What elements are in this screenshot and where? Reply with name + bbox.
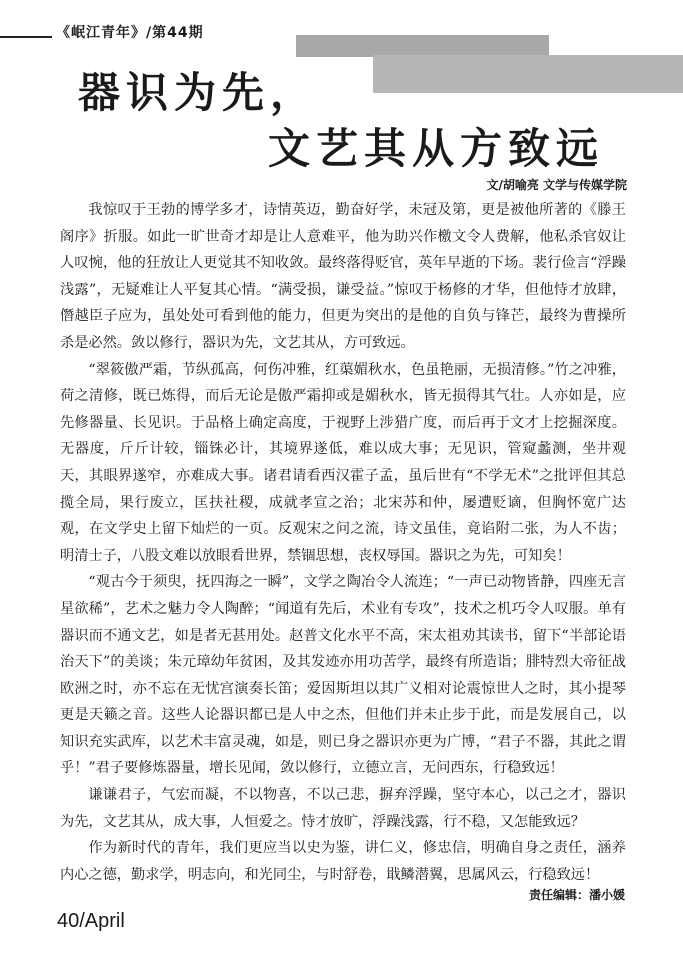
paragraph: “观古今于须臾，抚四海之一瞬”，文学之陶冶令人流连；“一声已动物皆静，四座无言星欲稀”，艺术之魅力令人陶醉；“闻道有先后，术业有专攻”，技术之机巧令人叹服。单有器识而不通文艺，如是者无甚用处。赵普文化水平不高，宋太祖劝其读书，留下“半部论语治天下”的美谈；朱元璋幼年贫困，及其发迹亦用功苦学，最终有所造诣；腓特烈大帝征战欧洲之时，亦不忘在无忧宫演奏长笛；爱因斯坦以其广义相对论震惊世人之时，其小提琴更是天籁之音。这些人论器识都已是人中之杰，但他们并未止步于此，而是发展自己，以知识充实武库，以艺术丰富灵魂，如是，则已身之器识亦更为广博，“君子不器，其此之谓乎！”君子要修炼器量，增长见闻，敛以修行，立德立言，无问西东，行稳致远！ — [60, 574, 626, 777]
paragraph: 我惊叹于王勃的博学多才，诗情英迈，勤奋好学，未冠及第，更是被他所著的《滕王阁序》折服。如此一旷世奇才却是让人意难平，他为助兴作檄文令人费解，他私杀官奴让人叹惋，他的狂放让人更觉其不知收敛。最终落得贬官，英年早逝的下场。裴行俭言“浮躁浅露”，无疑难让人平复其心情。“满受损，谦受益。”惊叹于杨修的才华，但他恃才放肆，僭越臣子应为，虽处处可看到他的能力，但更为突出的是他的自负与锋芒，最终为曹操所杀是必然。敛以修行，器识为先，文艺其从，方可致远。 — [60, 202, 626, 351]
byline: 文/胡喻亮 文学与传媒学院 — [486, 178, 627, 192]
paragraph: “翠筱傲严霜，节纵孤高，何伤冲雅，红蕖媚秋水，色虽艳丽，无损清修。”竹之冲雅，荷之清修，既已炼得，而后无论是傲严霜抑或是媚秋水，皆无损得其气壮。人亦如是，应先修器量、长见识。于品格上确定高度，于视野上涉猎广度，而后再于文才上挖掘深度。无器度，斤斤计较，锱铢必计，其境界遂低，难以成大事；无见识，管窥蠡测，坐井观天，其眼界遂窄，亦难成大事。诸君请看西汉霍子孟，虽后世有“不学无术”之批评但其总揽全局，果行废立，匡扶社稷，成就孝宣之治；北宋苏和仲，屡遭贬谪，但胸怀宽广达观，在文学史上留下灿烂的一页。反观宋之问之流，诗文虽佳，竟谄附二张，为人不齿；明清士子，八股文难以放眼看世界，禁锢思想，丧权辱国。器识之为先，可知矣！ — [60, 361, 626, 564]
article-title-line1: 器识为先， — [78, 68, 319, 117]
page-number: 40/April — [57, 910, 125, 932]
header-rule — [0, 36, 52, 38]
masthead: 《岷江青年》/第44期 — [56, 25, 204, 41]
responsible-editor: 责任编辑：潘小媛 — [528, 888, 625, 902]
article-body — [60, 197, 626, 888]
paragraph: 作为新时代的青年，我们更应当以史为鉴，讲仁义，修忠信，明确自身之责任，涵养内心之德，勤求学，明志向，和光同尘，与时舒卷，戢鳞潜翼，思属风云，行稳致远！ — [60, 840, 626, 883]
decorative-bar-top — [296, 35, 549, 57]
article-title-line2: 文艺其从方致远 — [268, 124, 605, 173]
decorative-bar-bottom — [373, 55, 683, 93]
paragraph: 谦谦君子，气宏而凝，不以物喜，不以己悲，摒弃浮躁，坚守本心，以己之才，器识为先，文艺其从，成大事，人恒爱之。恃才放旷，浮躁浅露，行不稳，又怎能致远？ — [60, 787, 626, 830]
